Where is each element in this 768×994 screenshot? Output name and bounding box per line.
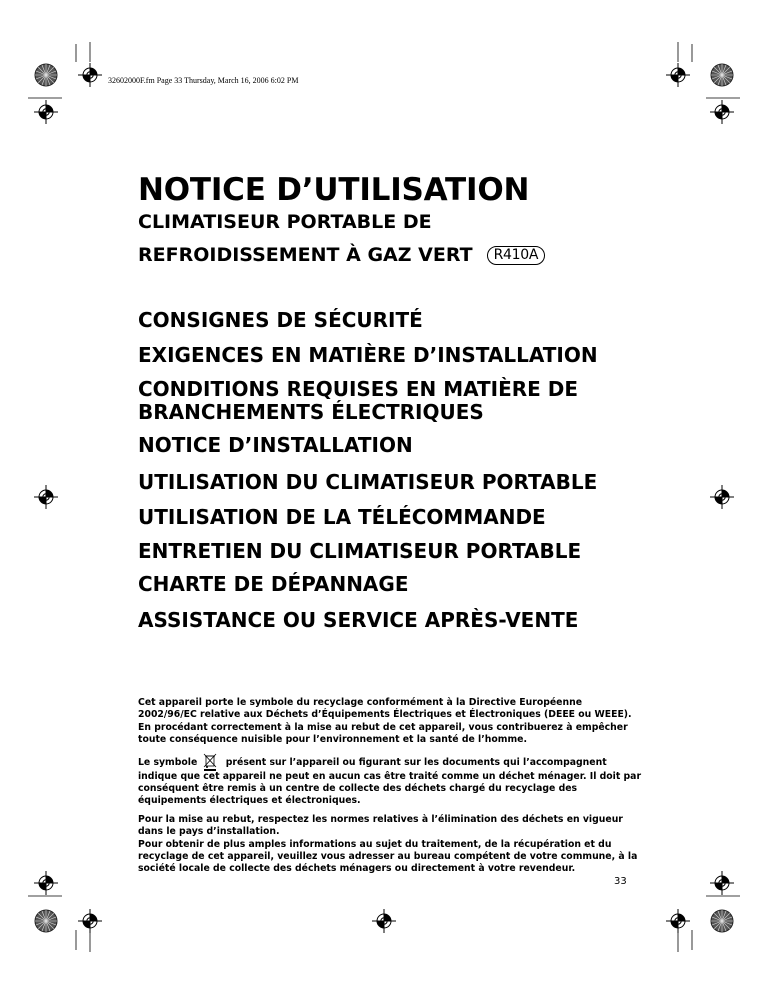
section-item: BRANCHEMENTS ÉLECTRIQUES	[138, 400, 484, 424]
subtitle-line-2	[138, 244, 545, 266]
notice-paragraph: En procédant correctement à la mise au rebut de cet appareil, vous contribuerez à empêcher toute conséquence nuisible pour l’environnement et la santé de l’homme.	[138, 721, 628, 746]
notice-paragraph: Cet appareil porte le symbole du recyclage conformément à la Directive Européenne 2002/96/EC relative aux Déchets d’Équipements Électriques et Électroniques (DEEE ou WEEE).	[138, 697, 632, 721]
section-item: EXIGENCES EN MATIÈRE D’INSTALLATION	[138, 343, 598, 367]
file-header: 32602000F.fm Page 33 Thursday, March 16, 2006 6:02 PM	[108, 76, 299, 85]
crossed-out-wheeled-bin-icon	[203, 753, 217, 771]
crop-lines-top	[28, 42, 740, 98]
notice-paragraph-symbol	[138, 753, 643, 808]
notice-symbol-text: présent sur l’appareil ou figurant sur les documents qui l’accompagnent indique que cet appareil ne peut en aucun cas être traité comme un déchet ménager. Il doit par conséquent être remis à un centre de collecte des déchets chargé du recyclage des équipements électriques et électroniques.	[138, 756, 642, 807]
section-item: UTILISATION DE LA TÉLÉCOMMANDE	[138, 505, 546, 529]
notice-symbol-lead: Le symbole	[138, 756, 198, 768]
notice-paragraph: Pour obtenir de plus amples informations au sujet du traitement, de la récupération et du recyclage de cet appareil, veuillez vous adresser au bureau compétent de votre commune, à la société locale de collecte des déchets ménagers ou directement à votre revendeur.	[138, 838, 638, 875]
subtitle-line-2-text: REFROIDISSEMENT À GAZ VERT	[138, 244, 473, 266]
section-item: CONDITIONS REQUISES EN MATIÈRE DE	[138, 377, 579, 401]
weee-notice	[138, 697, 643, 876]
refrigerant-badge: R410A	[487, 246, 546, 265]
section-item: CHARTE DE DÉPANNAGE	[138, 572, 409, 596]
page-number: 33	[614, 876, 627, 887]
notice-paragraph: Pour la mise au rebut, respectez les normes relatives à l’élimination des déchets en vigueur dans le pays d’installation.	[138, 813, 623, 838]
section-item: UTILISATION DU CLIMATISEUR PORTABLE	[138, 470, 598, 494]
page-title: NOTICE D’UTILISATION	[138, 172, 530, 208]
section-item: CONSIGNES DE SÉCURITÉ	[138, 308, 423, 332]
section-item: NOTICE D’INSTALLATION	[138, 433, 413, 457]
subtitle-line-1: CLIMATISEUR PORTABLE DE	[138, 211, 432, 233]
section-item: ASSISTANCE OU SERVICE APRÈS-VENTE	[138, 608, 579, 632]
section-item: ENTRETIEN DU CLIMATISEUR PORTABLE	[138, 539, 582, 563]
